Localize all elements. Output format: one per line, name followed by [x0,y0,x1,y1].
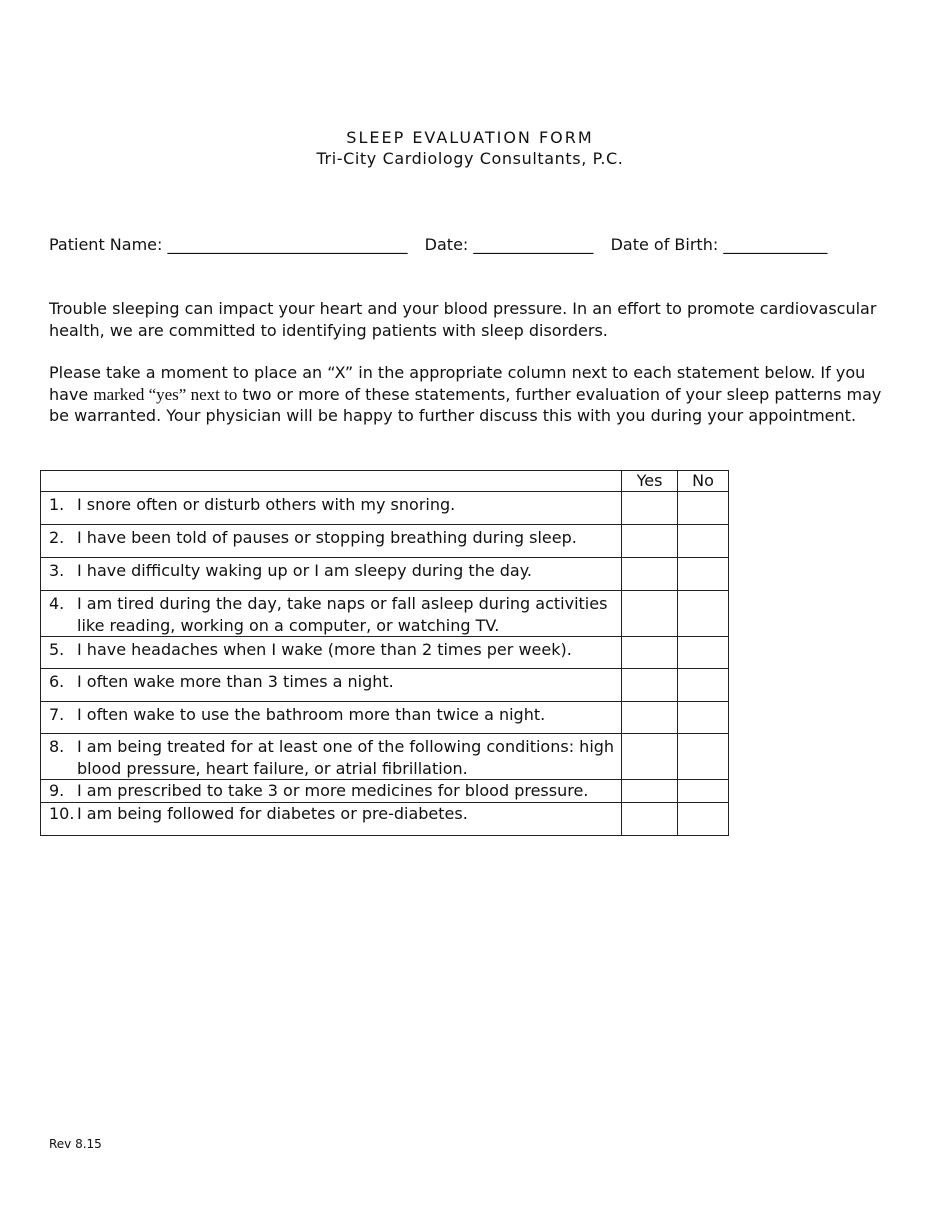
statement-number: 10. [49,803,75,823]
no-checkbox-cell[interactable] [678,637,729,669]
statement-number: 3. [49,561,65,580]
statement-text: I have been told of pauses or stopping breathing during sleep. [77,528,577,547]
statement-cell [41,591,622,637]
dob-field[interactable]: _____________ [723,235,828,254]
statement-number: 1. [49,495,65,514]
statement-text: I am tired during the day, take naps or fall asleep during activities like reading, working on a computer, or watching TV. [77,594,608,635]
no-checkbox-cell[interactable] [678,525,729,558]
statement-cell [41,780,622,803]
no-checkbox-cell[interactable] [678,669,729,702]
table-row [41,591,729,637]
yes-checkbox-cell[interactable] [622,637,678,669]
intro-paragraph-2 [49,362,889,427]
statement-text: I am being treated for at least one of the following conditions: high blood pressure, heart failure, or atrial fibrillation. [77,737,615,778]
no-checkbox-cell[interactable] [678,492,729,525]
statement-text: I am prescribed to take 3 or more medicines for blood pressure. [77,781,589,800]
table-row [41,492,729,525]
yes-column-header: Yes [622,471,678,492]
statement-text: I have headaches when I wake (more than 2 times per week). [77,640,572,659]
no-checkbox-cell[interactable] [678,802,729,835]
statement-text: I snore often or disturb others with my snoring. [77,495,456,514]
statement-cell [41,492,622,525]
yes-checkbox-cell[interactable] [622,702,678,734]
no-checkbox-cell[interactable] [678,734,729,780]
statement-number: 5. [49,640,65,659]
patient-name-field[interactable]: ______________________________ [167,235,408,254]
statement-text: I often wake to use the bathroom more than twice a night. [77,705,546,724]
no-checkbox-cell[interactable] [678,558,729,591]
table-row [41,637,729,669]
table-row [41,802,729,835]
patient-name-label: Patient Name: [49,235,163,254]
yes-checkbox-cell[interactable] [622,492,678,525]
statement-number: 6. [49,672,65,691]
statement-number: 7. [49,705,65,724]
yes-checkbox-cell[interactable] [622,669,678,702]
date-field[interactable]: _______________ [473,235,594,254]
practice-name: Tri-City Cardiology Consultants, P.C. [316,149,624,168]
instruction-text-b: two or more of these statements, further evaluation of your sleep patterns may be warranted. Your physician will be happy to further discuss this with you during your appointment. [49,384,882,425]
statement-number: 8. [49,737,65,756]
no-checkbox-cell[interactable] [678,591,729,637]
statement-text: I often wake more than 3 times a night. [77,672,394,691]
statement-cell [41,525,622,558]
table-row [41,702,729,734]
yes-checkbox-cell[interactable] [622,780,678,803]
date-label: Date: [424,235,469,254]
statement-cell [41,802,622,835]
yes-checkbox-cell[interactable] [622,558,678,591]
revision-label: Rev 8.15 [49,1137,102,1151]
statement-text: I am being followed for diabetes or pre-diabetes. [77,803,468,823]
yes-checkbox-cell[interactable] [622,734,678,780]
table-row [41,558,729,591]
statement-cell [41,734,622,780]
no-checkbox-cell[interactable] [678,702,729,734]
sleep-questionnaire-table [40,470,729,836]
table-row [41,669,729,702]
table-row [41,734,729,780]
no-checkbox-cell[interactable] [678,780,729,803]
statement-text: I have difficulty waking up or I am sleepy during the day. [77,561,532,580]
statement-cell [41,637,622,669]
dob-label: Date of Birth: [610,235,719,254]
statement-cell [41,669,622,702]
table-header-row [41,471,729,492]
no-column-header: No [678,471,729,492]
instruction-text-a: Please take a moment to place an “X” in the appropriate column next to each statement below. If you have [49,363,866,404]
intro-paragraph-1 [49,298,889,341]
statement-number: 9. [49,781,65,800]
table-row [41,780,729,803]
statement-cell [41,702,622,734]
instruction-text-serif: marked “yes” next to [93,384,238,404]
form-title: SLEEP EVALUATION FORM [346,128,594,147]
statement-number: 2. [49,528,65,547]
statement-cell [41,558,622,591]
patient-info-line [49,234,909,256]
yes-checkbox-cell[interactable] [622,525,678,558]
table-row [41,525,729,558]
yes-checkbox-cell[interactable] [622,802,678,835]
intro-text-2 [49,362,889,427]
statement-number: 4. [49,594,65,613]
yes-checkbox-cell[interactable] [622,591,678,637]
statement-header-cell [41,471,622,492]
intro-text-1: Trouble sleeping can impact your heart and your blood pressure. In an effort to promote cardiovascular health, we are committed to identifying patients with sleep disorders. [49,299,877,340]
